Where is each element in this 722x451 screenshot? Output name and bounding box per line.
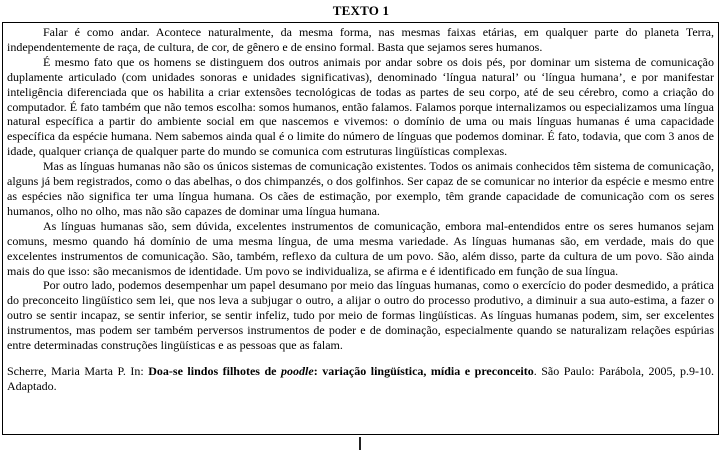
citation-publication: . São Paulo: Parábola, 2005, p.9-10. Adaptado. — [7, 363, 714, 393]
citation — [7, 364, 714, 394]
paragraph-1: Falar é como andar. Acontece naturalmente, da mesma forma, nas mesmas faixas etárias, em qualquer parte do planeta Terra, independentemente de raça, de cultura, de cor, de gênero e de ensino formal. Basta que sejamos seres humanos. — [7, 25, 714, 54]
paragraph-2: É mesmo fato que os homens se distinguem dos outros animais por andar sobre os dois pés, por dominar um sistema de comunicação duplamente articulado (com unidades sonoras e unidades significativas), denominado ‘língua natural’ ou ‘língua humana’, e por manifestar inteligência diferenciada que os habilita a criar extensões tecnológicas de todas as partes de seu corpo, até de seu cérebro, como a criação do computador. É fato também que não temos escolha: somos humanos, então falamos. Falamos porque internalizamos ou especializamos uma língua natural específica a partir do ambiente social em que nascemos e vivemos: o domínio de uma ou mais línguas humanas é uma capacidade específica da espécie humana. Nem sabemos ainda qual é o limite do número de línguas que podemos dominar. É fato, todavia, que com 3 anos de idade, qualquer criança de qualquer parte do mundo se comunica com estruturas lingüísticas complexas. — [7, 54, 714, 159]
document-title: TEXTO 1 — [332, 3, 390, 18]
paragraph-4: As línguas humanas são, sem dúvida, excelentes instrumentos de comunicação, embora mal-entendidos entre os seres humanos sejam comuns, mesmo quando há domínio de uma mesma língua, de uma mesma variedade. As línguas humanas são, em verdade, mais do que excelentes instrumentos de comunicação. São, também, reflexo da cultura de um povo. São, além disso, parte da cultura de um povo. São ainda mais do que isso: são mecanismos de identidade. Um povo se individualiza, se afirma e é identificado em função de sua língua. — [7, 218, 714, 278]
citation-work-title: Doa-se lindos filhotes de — [148, 363, 282, 378]
citation-author: Scherre, Maria Marta P. In: — [7, 363, 149, 378]
text-frame — [2, 22, 719, 435]
paragraph-5: Por outro lado, podemos desempenhar um papel desumano por meio das línguas humanas, como o exercício do poder desmedido, a prática do preconceito lingüístico sem lei, que nos leva a subjugar o outro, a alijar o outro do processo produtivo, a diminuir a sua auto-estima, a fazer o outro se sentir incapaz, se sentir inferior, se sentir infeliz, tudo por meio de formas lingüísticas. As línguas humanas podem, sim, ser excelentes instrumentos, mas podem ser também perversos instrumentos de poder e de dominação, especialmente quando se naturalizam relações espúrias entre determinadas construções lingüísticas e as pessoas que as falam. — [7, 278, 714, 353]
bottom-center-tick-mark — [359, 437, 361, 450]
paragraph-3: Mas as línguas humanas não são os únicos sistemas de comunicação existentes. Todos os animais conhecidos têm sistema de comunicação, alguns já bem registrados, como o das abelhas, o dos chimpanzés, o dos golfinhos. Ser capaz de se comunicar no interior da espécie e mesmo entre as espécies não significa ter uma língua humana. Os cães de estimação, por exemplo, têm grande capacidade de comunicação com os seres humanos, olho no olho, mas não são capazes de dominar uma língua humana. — [7, 159, 714, 218]
citation-work-title-italic: poodle — [281, 363, 314, 378]
citation-work-subtitle: : variação lingüística, mídia e preconceito — [313, 363, 534, 378]
